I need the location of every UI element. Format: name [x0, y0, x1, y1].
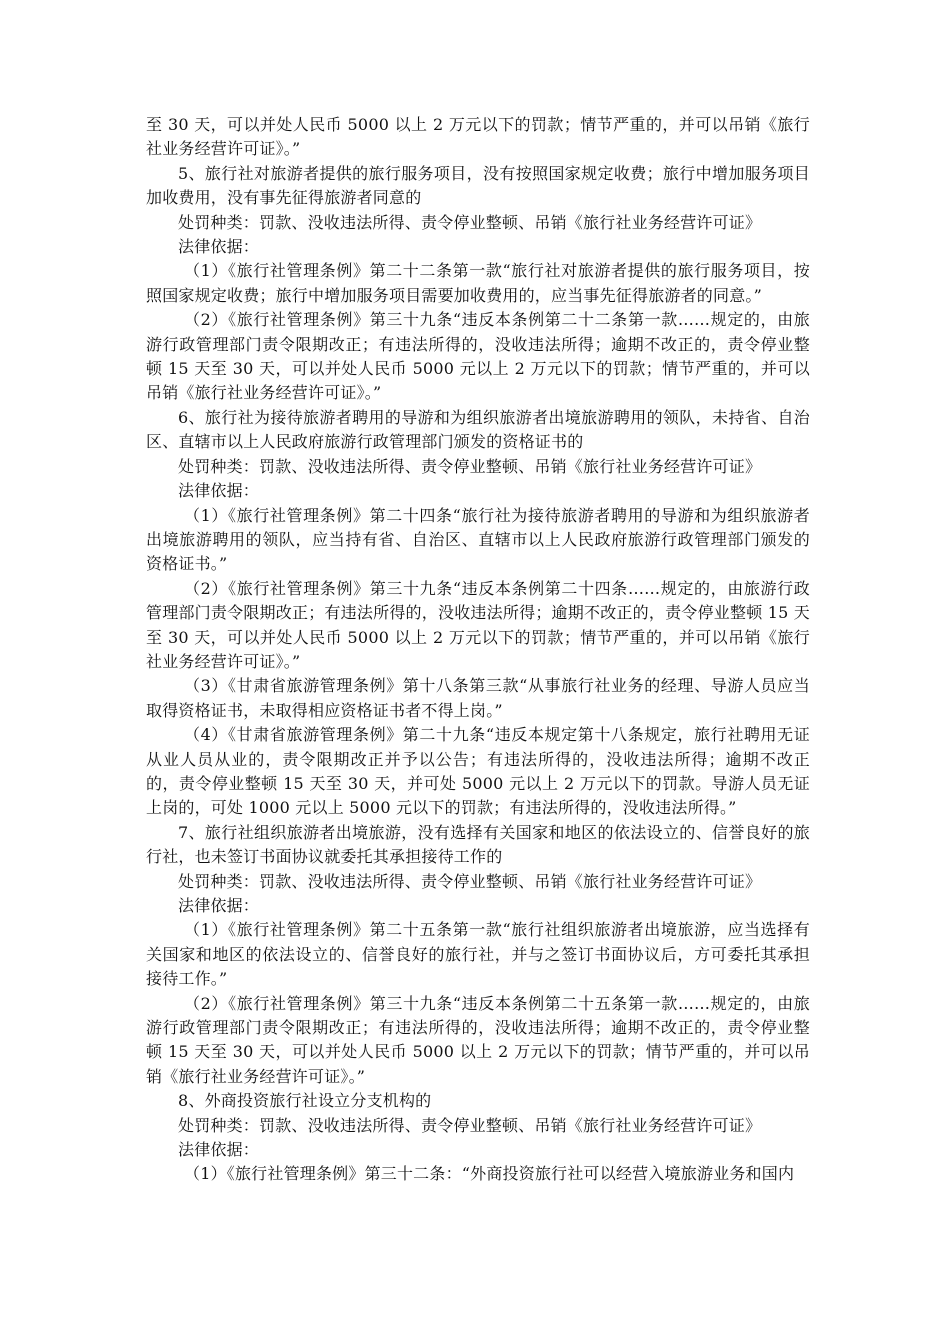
item-6-penalty-types: 处罚种类：罚款、没收违法所得、责令停业整顿、吊销《旅行社业务经营许可证》: [178, 456, 762, 476]
item-5-basis-2: （2）《旅行社管理条例》第三十九条“违反本条例第二十二条第一款……规定的，由旅游行政管理部门责令限期改正；有违法所得的，没收违法所得；逾期不改正的，责令停业整顿 15 天至 30 天，可以并处人民币 5000 元以上 2 万元以下的罚款；情节严重的，并可以吊销《旅行社业务经营许可证》。”: [146, 310, 810, 403]
item-5-heading: 5、旅行社对旅游者提供的旅行服务项目，没有按照国家规定收费；旅行中增加服务项目加收费用，没有事先征得旅游者同意的: [146, 163, 810, 208]
item-6-basis-4: （4）《甘肃省旅游管理条例》第二十九条“违反本规定第十八条规定，旅行社聘用无证从业人员从业的，责令限期改正并予以公告；有违法所得的，没收违法所得；逾期不改正的，责令停业整顿 15 天至 30 天，并可处 5000 元以上 2 万元以下的罚款。导游人员无证上岗的，可处 1000 元以上 5000 元以下的罚款；有违法所得的，没收违法所得。”: [146, 725, 810, 818]
item-5-penalty-types: 处罚种类：罚款、没收违法所得、责令停业整顿、吊销《旅行社业务经营许可证》: [178, 212, 762, 232]
document-page: [146, 113, 810, 1187]
item-7-basis-2: （2）《旅行社管理条例》第三十九条“违反本条例第二十五条第一款……规定的，由旅游行政管理部门责令限期改正；有违法所得的，没收违法所得；逾期不改正的，责令停业整顿 15 天至 30 天，可以并处人民币 5000 以上 2 万元以下的罚款；情节严重的，并可以吊销《旅行社业务经营许可证》。”: [146, 993, 810, 1086]
item-8-legal-basis-label: 法律依据：: [178, 1140, 260, 1160]
item-6-basis-3: （3）《甘肃省旅游管理条例》第十八条第三款“从事旅行社业务的经理、导游人员应当取得资格证书，未取得相应资格证书者不得上岗。”: [146, 676, 810, 720]
item-7-basis-1: （1）《旅行社管理条例》第二十五条第一款“旅行社组织旅游者出境旅游，应当选择有关国家和地区的依法设立的、信誉良好的旅行社，并与之签订书面协议后，方可委托其承担接待工作。”: [146, 920, 810, 989]
item-8-penalty-types: 处罚种类：罚款、没收违法所得、责令停业整顿、吊销《旅行社业务经营许可证》: [178, 1115, 762, 1135]
item-6-basis-1: （1）《旅行社管理条例》第二十四条“旅行社为接待旅游者聘用的导游和为组织旅游者出境旅游聘用的领队，应当持有省、自治区、直辖市以上人民政府旅游行政管理部门颁发的资格证书。”: [146, 505, 810, 574]
item-8-basis-1: （1）《旅行社管理条例》第三十二条：“外商投资旅行社可以经营入境旅游业务和国内: [184, 1164, 795, 1184]
item-5-basis-1: （1）《旅行社管理条例》第二十二条第一款“旅行社对旅游者提供的旅行服务项目，按照国家规定收费；旅行中增加服务项目需要加收费用的，应当事先征得旅游者的同意。”: [146, 261, 810, 305]
item-8-heading: 8、外商投资旅行社设立分支机构的: [178, 1091, 432, 1111]
item-5-legal-basis-label: 法律依据：: [178, 237, 260, 257]
item-6-heading: 6、旅行社为接待旅游者聘用的导游和为组织旅游者出境旅游聘用的领队，未持省、自治区、直辖市以上人民政府旅游行政管理部门颁发的资格证书的: [146, 407, 810, 452]
item-6-basis-2: （2）《旅行社管理条例》第三十九条“违反本条例第二十四条……规定的，由旅游行政管理部门责令限期改正；有违法所得的，没收违法所得；逾期不改正的，责令停业整顿 15 天至 30 天，可以并处人民币 5000 以上 2 万元以下的罚款；情节严重的，并可以吊销《旅行社业务经营许可证》。”: [146, 578, 810, 671]
paragraph-continuation: 至 30 天，可以并处人民币 5000 以上 2 万元以下的罚款；情节严重的，并可以吊销《旅行社业务经营许可证》。”: [146, 115, 810, 159]
item-7-heading: 7、旅行社组织旅游者出境旅游，没有选择有关国家和地区的依法设立的、信誉良好的旅行社，也未签订书面协议就委托其承担接待工作的: [146, 822, 810, 867]
item-6-legal-basis-label: 法律依据：: [178, 481, 260, 501]
item-7-penalty-types: 处罚种类：罚款、没收违法所得、责令停业整顿、吊销《旅行社业务经营许可证》: [178, 871, 762, 891]
item-7-legal-basis-label: 法律依据：: [178, 896, 260, 915]
